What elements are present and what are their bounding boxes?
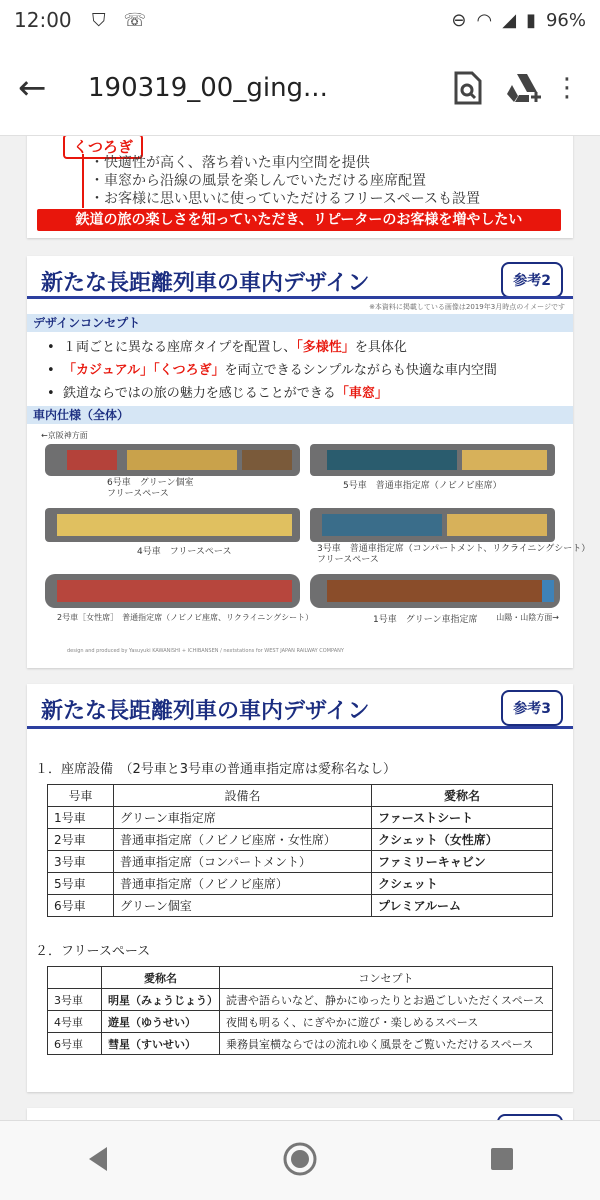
signal-icon: ◢ — [502, 9, 517, 31]
table-row: 2号車 普通車指定席（ノビノビ座席・女性席） クシェット（女性席） — [48, 829, 553, 851]
home-nav-icon[interactable] — [281, 1140, 319, 1182]
slide-title: 新たな長距離列車の車内デザイン — [41, 699, 370, 724]
dnd-icon: ⊖ — [451, 9, 467, 31]
table-header-row — [48, 785, 553, 807]
concept-item: • 鉄道ならではの旅の魅力を感じることができる「車窓」 — [47, 386, 388, 401]
wifi-calling-icon: ☏ — [123, 9, 147, 31]
pdf-viewer[interactable] — [0, 136, 600, 1120]
seat-table — [47, 784, 553, 917]
column-header: 愛称名 — [372, 785, 553, 807]
table-row: 6号車 グリーン個室 プレミアルーム — [48, 895, 553, 917]
wifi-icon: ◠ — [476, 9, 493, 31]
add-to-drive-icon[interactable] — [496, 60, 552, 116]
credit-footer: design and produced by Yasuyuki KAWANISHI + ICHIBANSEN / nextstations for WEST JAPAN RAILWAY COMPANY — [67, 648, 344, 654]
back-nav-icon[interactable] — [85, 1145, 111, 1177]
pdf-page-2 — [27, 256, 591, 668]
recents-nav-icon[interactable] — [489, 1146, 515, 1176]
table-row: 3号車 普通車指定席（コンパートメント） ファミリーキャビン — [48, 851, 553, 873]
column-header: 設備名 — [114, 785, 372, 807]
concept-item: • １両ごとに異なる座席タイプを配置し、「多様性」を具体化 — [47, 340, 407, 355]
table-row: 1号車 グリーン車指定席 ファーストシート — [48, 807, 553, 829]
car2-label: 2号車［女性席］ 普通指定席（ノビノビ座席、リクライニングシート） — [57, 613, 314, 622]
red-banner: 鉄道の旅の楽しさを知っていただき、リピーターのお客様を増やしたい — [37, 209, 561, 231]
spec-header: 車内仕様（全体） — [27, 406, 573, 424]
battery-percent: 96% — [545, 9, 586, 31]
slide-title: 新たな長距離列車の車内デザイン — [41, 271, 370, 296]
table-row: 4号車 遊星（ゆうせい） 夜間も明るく、にぎやかに遊び・楽しめるスペース — [48, 1011, 553, 1033]
car1-label: 1号車 グリーン車指定席 — [373, 615, 478, 625]
image-note: ※本資料に掲載している画像は2019年3月時点のイメージです — [369, 303, 565, 311]
shield-icon: ⛉ — [92, 9, 106, 31]
battery-icon: ▮ — [526, 9, 536, 31]
section-1-heading: １．座席設備 （2号車と3号車の普通車指定席は愛称名なし） — [35, 762, 397, 777]
freespace-table — [47, 966, 553, 1055]
concept-header: デザインコンセプト — [27, 314, 573, 332]
pdf-page-4 — [27, 1108, 573, 1120]
status-bar — [0, 0, 600, 40]
bullet-item: ・車窓から沿線の風景を楽しんでいただける座席配置 — [90, 173, 426, 189]
bullet-item: ・快適性が高く、落ち着いた車内空間を提供 — [90, 155, 370, 171]
pdf-page-3 — [27, 684, 573, 1092]
find-in-page-icon[interactable] — [440, 60, 496, 116]
table-header-row: 愛称名 コンセプト — [48, 967, 553, 989]
table-row: 6号車 彗星（すいせい） 乗務員室横ならではの流れゆく風景をご覧いただけるスペース — [48, 1033, 553, 1055]
status-time: 12:00 — [14, 8, 72, 32]
car6-label: 6号車 グリーン個室 フリースペース — [107, 478, 194, 499]
direction-left: ←京阪神方面 — [41, 431, 88, 440]
title-rule — [27, 296, 573, 299]
more-vert-icon[interactable]: ⋮ — [554, 72, 580, 103]
car3-label: 3号車 普通車指定席（コンパートメント、リクライニングシート） フリースペース — [317, 544, 591, 565]
column-header: 号車 — [48, 785, 114, 807]
bullet-item: ・お客様に思い思いに使っていただけるフリースペースも設置 — [90, 191, 481, 207]
app-bar — [0, 40, 600, 136]
table-row: 5号車 普通車指定席（ノビノビ座席） クシェット — [48, 873, 553, 895]
car5-label: 5号車 普通車指定席（ノビノビ座席） — [343, 481, 502, 491]
reference-badge: 参考3 — [501, 690, 563, 726]
section-2-heading: ２．フリースペース — [35, 944, 151, 959]
direction-right: 山陽・山陰方面→ — [496, 613, 559, 622]
table-row: 3号車 明星（みょうじょう） 読書や語らいなど、静かにゆったりとお過ごしいただくスペース — [48, 989, 553, 1011]
pdf-page-1 — [27, 136, 573, 238]
kutsurogi-label: くつろぎ — [63, 136, 143, 159]
document-title: 190319_00_ging... — [88, 72, 328, 103]
concept-item: • 「カジュアル」「くつろぎ」を両立できるシンプルながらも快適な車内空間 — [47, 363, 497, 378]
navigation-bar — [0, 1120, 600, 1200]
title-rule — [27, 726, 573, 729]
back-arrow-icon[interactable]: ← — [18, 67, 47, 108]
reference-badge: 参考2 — [501, 262, 563, 298]
car4-label: 4号車 フリースペース — [137, 547, 232, 557]
